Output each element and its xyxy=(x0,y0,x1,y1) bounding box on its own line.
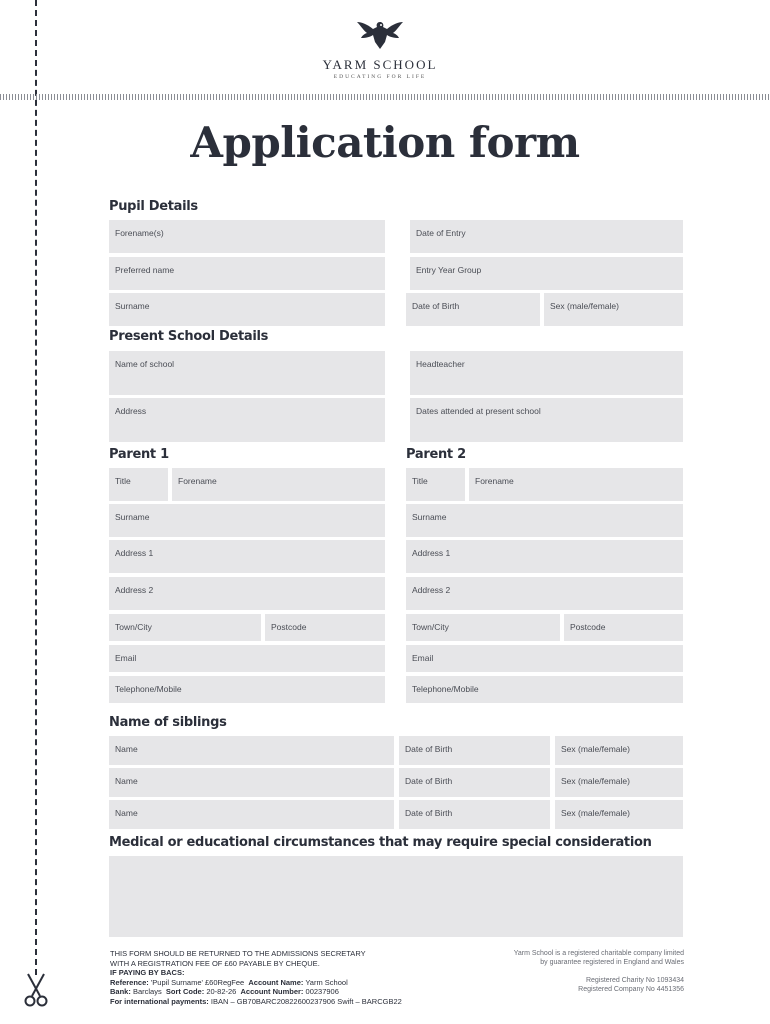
forenames-field[interactable]: Forename(s) xyxy=(109,220,385,253)
parent2-title-field[interactable]: Title xyxy=(406,468,465,501)
charity-line2: by guarantee registered in England and Wales xyxy=(540,959,684,966)
parent2-forename-field[interactable]: Forename xyxy=(469,468,683,501)
sibling3-dob-field[interactable]: Date of Birth xyxy=(399,800,550,829)
parent2-town-field[interactable]: Town/City xyxy=(406,614,560,641)
sibling2-name-field[interactable]: Name xyxy=(109,768,394,797)
parent1-forename-field[interactable]: Forename xyxy=(172,468,385,501)
dates-attended-field[interactable]: Dates attended at present school xyxy=(410,398,683,442)
school-name: YARM SCHOOL xyxy=(322,57,438,72)
entry-year-group-field[interactable]: Entry Year Group xyxy=(410,257,683,290)
section-heading-siblings: Name of siblings xyxy=(109,715,227,730)
eagle-crest-icon xyxy=(355,16,405,50)
name-of-school-field[interactable]: Name of school xyxy=(109,351,385,395)
ref-label: Reference: xyxy=(110,977,149,987)
charity-number: Registered Charity No 1093434 xyxy=(585,977,684,984)
charity-line1: Yarm School is a registered charitable company limited xyxy=(513,950,684,957)
international-value: IBAN – GB70BARC20822600237906 Swift – BARCGB22 xyxy=(210,996,402,1006)
sibling1-dob-field[interactable]: Date of Birth xyxy=(399,736,550,765)
parent1-surname-field[interactable]: Surname xyxy=(109,504,385,537)
return-line2: WITH A REGISTRATION FEE OF £60 PAYABLE BY CHEQUE. xyxy=(110,958,320,968)
parent1-postcode-field[interactable]: Postcode xyxy=(265,614,385,641)
sibling1-sex-field[interactable]: Sex (male/female) xyxy=(555,736,683,765)
bank-value: Barclays xyxy=(132,987,162,996)
parent1-address1-field[interactable]: Address 1 xyxy=(109,540,385,573)
preferred-name-field[interactable]: Preferred name xyxy=(109,257,385,290)
school-logo xyxy=(320,16,440,80)
date-of-entry-field[interactable]: Date of Entry xyxy=(410,220,683,253)
section-heading-parent2: Parent 2 xyxy=(406,447,466,462)
sibling1-name-field[interactable]: Name xyxy=(109,736,394,765)
international-line xyxy=(110,997,510,1007)
parent1-title-field[interactable]: Title xyxy=(109,468,168,501)
account-name-value: Yarm School xyxy=(305,977,348,987)
section-heading-medical: Medical or educational circumstances that may require special consideration xyxy=(109,835,652,850)
headteacher-field[interactable]: Headteacher xyxy=(410,351,683,395)
page-title: Application form xyxy=(190,118,580,167)
bank-label: Bank: xyxy=(110,987,131,996)
parent2-address1-field[interactable]: Address 1 xyxy=(406,540,683,573)
international-label: For international payments: xyxy=(110,996,209,1006)
charity-info xyxy=(470,949,684,994)
bacs-heading: IF PAYING BY BACS: xyxy=(110,968,185,977)
account-name-label: Account Name: xyxy=(248,977,304,987)
sort-code-label: Sort Code: xyxy=(165,987,205,996)
parent1-email-field[interactable]: Email xyxy=(109,645,385,672)
school-address-field[interactable]: Address xyxy=(109,398,385,442)
header-divider xyxy=(0,94,770,100)
parent2-address2-field[interactable]: Address 2 xyxy=(406,577,683,610)
bacs-reference-line xyxy=(110,978,510,988)
sibling2-sex-field[interactable]: Sex (male/female) xyxy=(555,768,683,797)
ref-value: 'Pupil Surname' £60RegFee xyxy=(150,977,245,987)
company-number: Registered Company No 4451356 xyxy=(578,986,684,993)
section-heading-pupil: Pupil Details xyxy=(109,199,198,214)
sibling3-name-field[interactable]: Name xyxy=(109,800,394,829)
account-number-label: Account Number: xyxy=(240,987,304,996)
return-line1: THIS FORM SHOULD BE RETURNED TO THE ADMISSIONS SECRETARY xyxy=(110,949,366,958)
sort-code-value: 20-82-26 xyxy=(206,987,237,996)
sibling3-sex-field[interactable]: Sex (male/female) xyxy=(555,800,683,829)
sibling2-dob-field[interactable]: Date of Birth xyxy=(399,768,550,797)
scissors-icon xyxy=(22,972,50,1008)
parent2-telephone-field[interactable]: Telephone/Mobile xyxy=(406,676,683,703)
section-heading-parent1: Parent 1 xyxy=(109,447,169,462)
parent2-surname-field[interactable]: Surname xyxy=(406,504,683,537)
parent2-email-field[interactable]: Email xyxy=(406,645,683,672)
return-instructions xyxy=(110,949,510,1006)
surname-field[interactable]: Surname xyxy=(109,293,385,326)
date-of-birth-field[interactable]: Date of Birth xyxy=(406,293,540,326)
account-number-value: 00237906 xyxy=(305,987,339,996)
parent1-telephone-field[interactable]: Telephone/Mobile xyxy=(109,676,385,703)
sex-field[interactable]: Sex (male/female) xyxy=(544,293,683,326)
parent2-postcode-field[interactable]: Postcode xyxy=(564,614,683,641)
medical-circumstances-field[interactable] xyxy=(109,856,683,937)
section-heading-present-school: Present School Details xyxy=(109,329,269,344)
bank-details-line xyxy=(110,987,510,997)
school-tagline: EDUCATING FOR LIFE xyxy=(333,74,427,80)
parent1-town-field[interactable]: Town/City xyxy=(109,614,261,641)
parent1-address2-field[interactable]: Address 2 xyxy=(109,577,385,610)
